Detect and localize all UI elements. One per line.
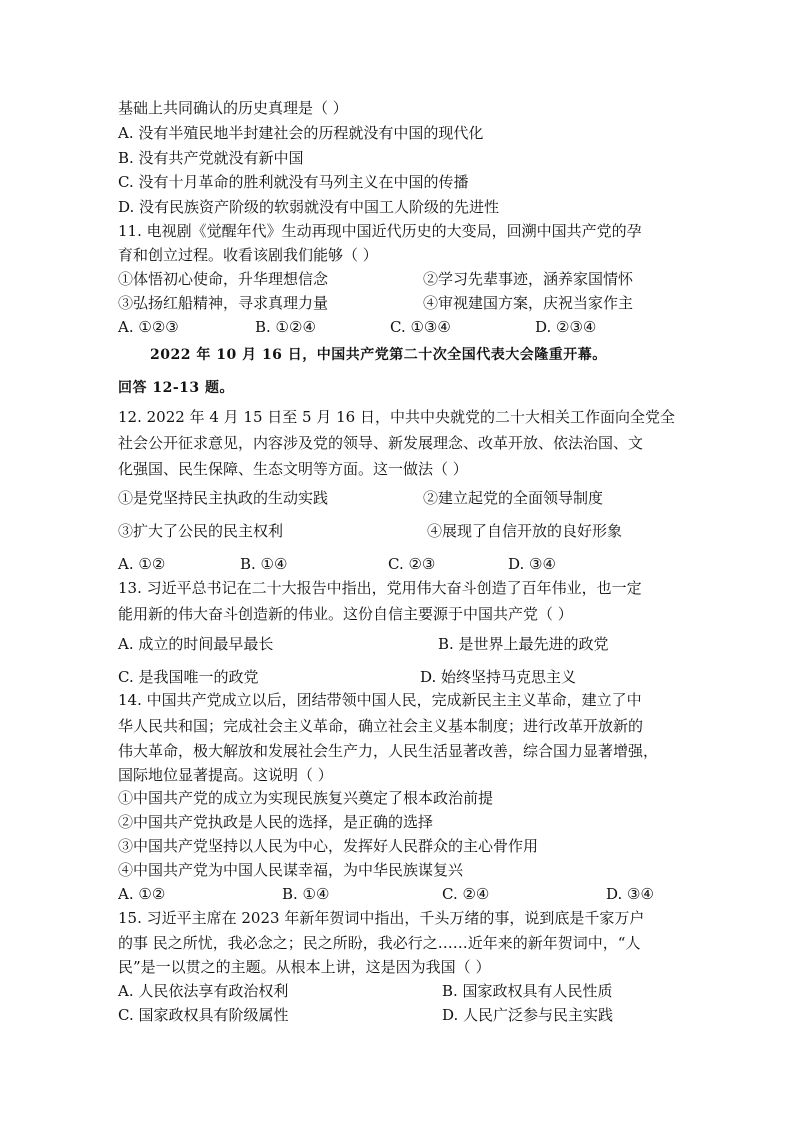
q13-option-a: A. 成立的时间最早最长: [118, 635, 274, 653]
q14-option-d: D. ③④: [606, 885, 654, 903]
q15-option-c: C. 国家政权具有阶级属性: [118, 1006, 289, 1024]
option-line: B. 没有共产党就没有新中国: [118, 149, 304, 167]
q11-statement-2: ②学习先辈事迹，涵养家国情怀: [423, 270, 634, 288]
q11-option-a: A. ①②③: [118, 318, 179, 336]
q13-option-c: C. 是我国唯一的政党: [118, 668, 259, 686]
q14-option-c: C. ②④: [442, 885, 490, 903]
q12-statement-1: ①是党坚持民主执政的生动实践: [118, 489, 329, 507]
q14-option-b: B. ①④: [282, 885, 330, 903]
q11-option-b: B. ①②④: [255, 318, 316, 336]
section-intro-cont: 回答 12-13 题。: [118, 380, 235, 396]
question-14-stem-cont: 伟大革命，极大解放和发展社会生产力，人民生活显著改善，综合国力显著增强，: [118, 742, 659, 760]
question-14-stem-cont: 国际地位显著提高。这说明（ ）: [118, 766, 333, 784]
q12-option-b: B. ①④: [240, 555, 288, 573]
q14-option-a: A. ①②: [118, 885, 166, 903]
option-line: C. 没有十月革命的胜利就没有马列主义在中国的传播: [118, 173, 469, 191]
question-15-stem-cont: 民”是一以贯之的主题。从根本上讲，这是因为我国（ ）: [118, 958, 491, 976]
question-12-stem-cont: 化强国、民生保障、生态文明等方面。这一做法（ ）: [118, 460, 468, 478]
q15-option-b: B. 国家政权具有人民性质: [442, 982, 613, 1000]
q11-statement-1: ①体悟初心使命，升华理想信念: [118, 270, 329, 288]
q12-statement-3: ③扩大了公民的民主权利: [118, 522, 284, 540]
q12-option-a: A. ①②: [118, 555, 166, 573]
question-13-stem-cont: 能用新的伟大奋斗创造新的伟业。这份自信主要源于中国共产党（ ）: [118, 605, 573, 623]
question-12-stem-cont: 社会公开征求意见，内容涉及党的领导、新发展理念、改革开放、依法治国、文: [118, 434, 644, 452]
question-15-stem: 15. 习近平主席在 2023 年新年贺词中指出，千头万绪的事，说到底是千家万户: [118, 909, 645, 927]
q13-option-d: D. 始终坚持马克思主义: [420, 668, 577, 686]
q14-statement-4: ④中国共产党为中国人民谋幸福，为中华民族谋复兴: [118, 861, 464, 879]
option-line: A. 没有半殖民地半封建社会的历程就没有中国的现代化: [118, 124, 484, 142]
question-14-stem-cont: 华人民共和国；完成社会主义革命，确立社会主义基本制度；进行改革开放新的: [118, 717, 644, 735]
q12-option-d: D. ③④: [508, 555, 556, 573]
q12-statement-4: ④展现了自信开放的良好形象: [427, 522, 623, 540]
question-11-stem-cont: 育和创立过程。收看该剧我们能够（ ）: [118, 246, 378, 264]
question-13-stem: 13. 习近平总书记在二十大报告中指出，党用伟大奋斗创造了百年伟业，也一定: [118, 579, 642, 597]
q11-option-c: C. ①③④: [390, 318, 451, 336]
q11-statement-4: ④审视建国方案，庆祝当家作主: [423, 294, 634, 312]
q11-statement-3: ③弘扬红船精神，寻求真理力量: [118, 294, 329, 312]
question-11-stem: 11. 电视剧《觉醒年代》生动再现中国近代历史的大变局，回溯中国共产党的孕: [118, 222, 642, 240]
section-intro: 2022 年 10 月 16 日，中国共产党第二十次全国代表大会隆重开幕。: [150, 347, 607, 363]
q12-option-c: C. ②③: [388, 555, 436, 573]
q14-statement-2: ②中国共产党执政是人民的选择，是正确的选择: [118, 813, 434, 831]
question-14-stem: 14. 中国共产党成立以后，团结带领中国人民，完成新民主主义革命，建立了中: [118, 691, 642, 709]
question-12-stem: 12. 2022 年 4 月 15 日至 5 月 16 日，中共中央就党的二十大相关工作面向全党全: [118, 408, 675, 426]
question-15-stem-cont: 的事 民之所忧，我必念之；民之所盼，我必行之……近年来的新年贺词中，“人: [118, 934, 641, 952]
text-line: 基础上共同确认的历史真理是（ ）: [118, 99, 348, 117]
q15-option-a: A. 人民依法享有政治权利: [118, 982, 289, 1000]
q13-option-b: B. 是世界上最先进的政党: [438, 635, 609, 653]
q14-statement-1: ①中国共产党的成立为实现民族复兴奠定了根本政治前提: [118, 789, 494, 807]
option-line: D. 没有民族资产阶级的软弱就没有中国工人阶级的先进性: [118, 198, 500, 216]
q12-statement-2: ②建立起党的全面领导制度: [423, 489, 604, 507]
q14-statement-3: ③中国共产党坚持以人民为中心，发挥好人民群众的主心骨作用: [118, 837, 539, 855]
q11-option-d: D. ②③④: [535, 318, 597, 336]
q15-option-d: D. 人民广泛参与民主实践: [442, 1006, 614, 1024]
